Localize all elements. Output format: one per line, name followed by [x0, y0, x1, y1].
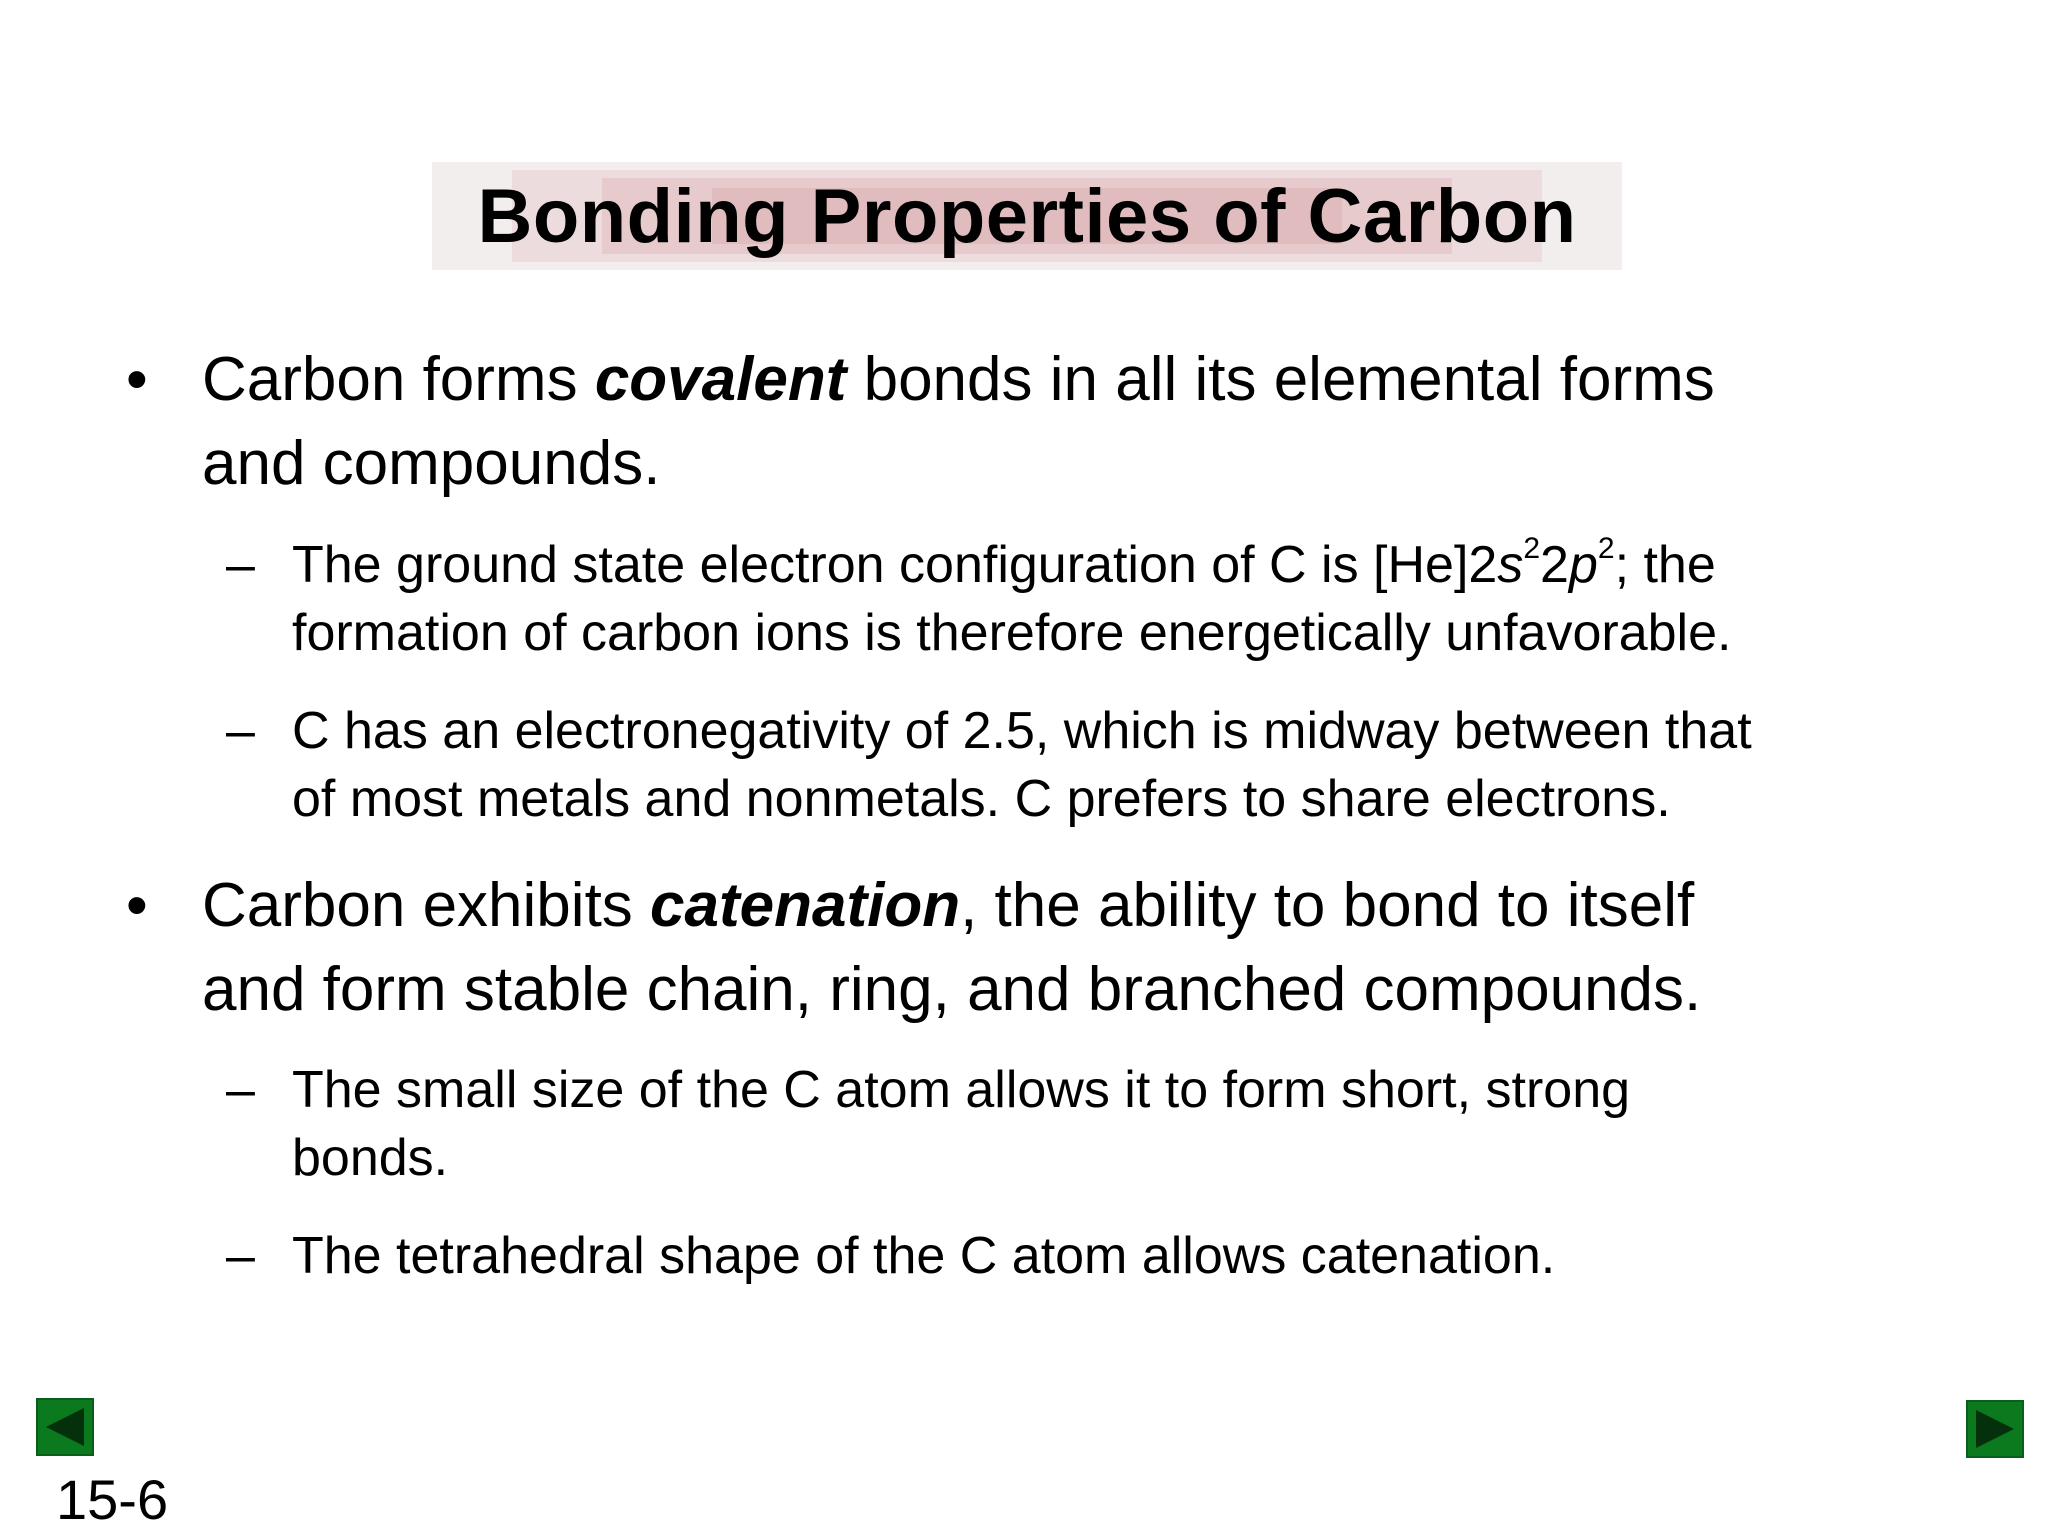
bullet-line-1: Carbon forms covalent bonds in all its elemental forms [202, 345, 1715, 414]
sub-bullet-tetrahedral [226, 1222, 1992, 1290]
sub-bullet-small-size [226, 1056, 1992, 1192]
next-slide-button[interactable] [1966, 1400, 2024, 1458]
slide-title: Bonding Properties of Carbon [477, 173, 1577, 259]
sub-line-1: The ground state electron configuration of C is $[He]2s^22p^2$; the [292, 532, 1716, 594]
bullet-line-2: and form stable chain, ring, and branched compounds. [202, 955, 1702, 1024]
left-triangle-icon [38, 1400, 92, 1454]
sub-line-1: The small size of the C atom allows it to form short, strong [292, 1061, 1631, 1119]
bullet-mark: • [126, 871, 148, 940]
dash-mark: – [226, 702, 255, 760]
sub-bullet-electronegativity [226, 697, 2012, 833]
sub-line-1: The tetrahedral shape of the C atom allows catenation. [292, 1227, 1556, 1285]
emphasis-catenation: catenation [650, 871, 961, 940]
sub-bullet-electron-config [226, 531, 1992, 667]
dash-mark: – [226, 1061, 255, 1119]
title-banner [432, 162, 1622, 270]
bullet-covalent [126, 338, 1962, 506]
bullet-line-2: and compounds. [202, 429, 661, 498]
bullet-catenation [126, 864, 1962, 1032]
sub-line-2: of most metals and nonmetals. C prefers to share electrons. [292, 770, 1671, 828]
sub-line-1: C has an electronegativity of 2.5, which is midway between that [292, 702, 1752, 760]
sub-line-2: bonds. [292, 1129, 449, 1187]
dash-mark: – [226, 536, 255, 594]
previous-slide-button[interactable] [36, 1398, 94, 1456]
bullet-line-1: Carbon exhibits catenation, the ability to bond to itself [202, 871, 1695, 940]
right-triangle-icon [1968, 1402, 2022, 1456]
dash-mark: – [226, 1227, 255, 1285]
bullet-mark: • [126, 345, 148, 414]
slide-number: 15-6 [56, 1468, 169, 1531]
sub-line-2: formation of carbon ions is therefore energetically unfavorable. [292, 604, 1732, 662]
emphasis-covalent: covalent [594, 345, 847, 414]
